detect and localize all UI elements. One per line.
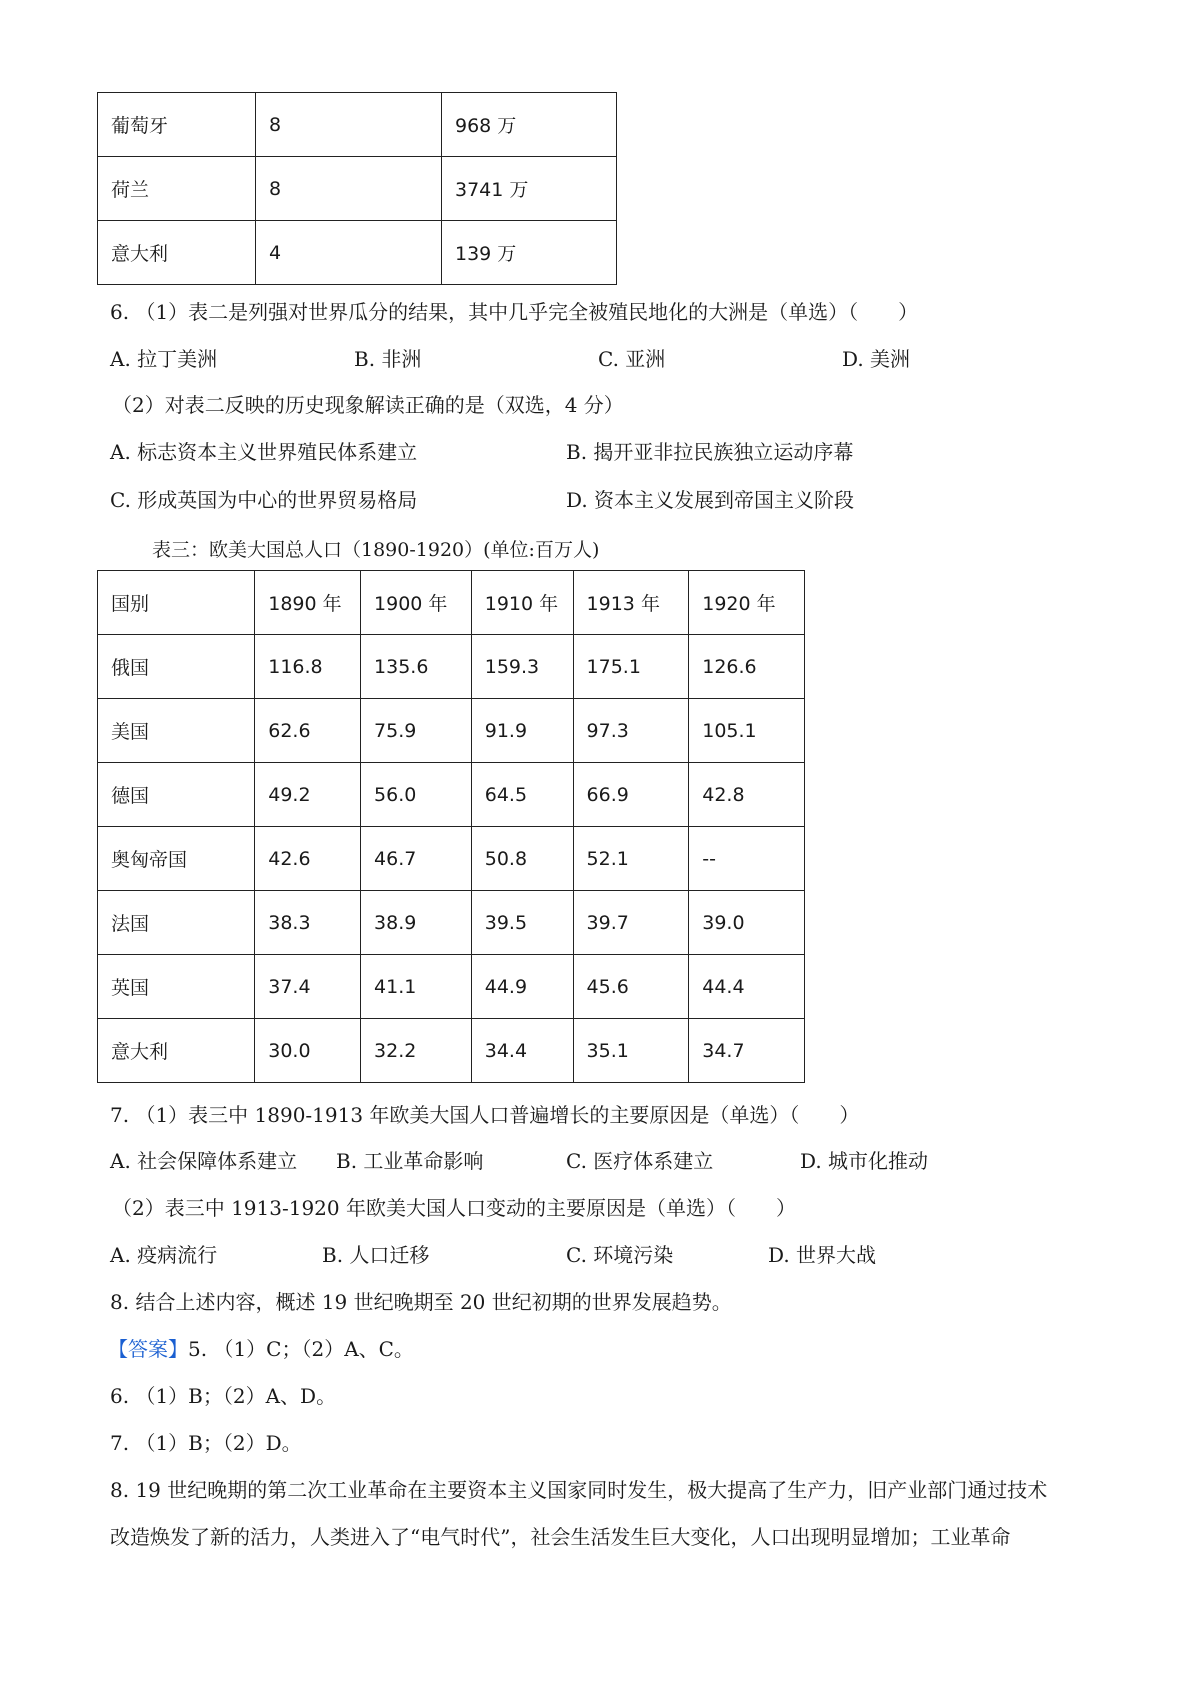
table-cell: 159.3 [471,635,573,699]
table-cell: 105.1 [689,699,805,763]
table-cell: -- [689,827,805,891]
table-cell: 56.0 [361,763,472,827]
option-6-1-d: D. 美洲 [842,347,911,371]
table-row [98,93,617,157]
option-6-2-d: D. 资本主义发展到帝国主义阶段 [566,488,855,512]
table-header-cell: 国别 [98,571,255,635]
table-cell: 37.4 [255,955,361,1019]
table-cell: 139 万 [442,221,617,285]
option-6-1-a: A. 拉丁美洲 [110,347,218,371]
table-cell: 美国 [98,699,255,763]
question-7-part-2: （2）表三中 1913-1920 年欧美大国人口变动的主要原因是（单选）（ ） [112,1196,796,1220]
option-6-2-a: A. 标志资本主义世界殖民体系建立 [110,440,418,464]
table-cell: 968 万 [442,93,617,157]
table-cell: 32.2 [361,1019,472,1083]
table-cell: 30.0 [255,1019,361,1083]
option-6-2-b: B. 揭开亚非拉民族独立运动序幕 [566,440,854,464]
table-row [98,157,617,221]
table-header-cell: 1900 年 [361,571,472,635]
table-cell: 45.6 [573,955,689,1019]
answer-8-line-2: 改造焕发了新的活力，人类进入了“电气时代”，社会生活发生巨大变化，人口出现明显增加；工业革命 [110,1525,1011,1549]
table-cell: 35.1 [573,1019,689,1083]
table-cell: 德国 [98,763,255,827]
table-3 [97,570,805,1083]
table-cell: 91.9 [471,699,573,763]
table-cell: 62.6 [255,699,361,763]
table-cell: 52.1 [573,827,689,891]
table-header-cell: 1890 年 [255,571,361,635]
table-row [98,955,805,1019]
answer-6: 6. （1）B；（2）A、D。 [110,1384,337,1408]
table-cell: 奥匈帝国 [98,827,255,891]
table-header-cell: 1913 年 [573,571,689,635]
table-cell: 39.7 [573,891,689,955]
table-cell: 8 [256,93,442,157]
option-6-1-c: C. 亚洲 [598,347,666,371]
table-cell: 97.3 [573,699,689,763]
table-cell: 38.9 [361,891,472,955]
table-2-continued [97,92,617,285]
question-7-part-1: 7. （1）表三中 1890-1913 年欧美大国人口普遍增长的主要原因是（单选）（ ） [110,1103,860,1127]
table-header-cell: 1920 年 [689,571,805,635]
option-7-2-b: B. 人口迁移 [322,1243,430,1267]
table-cell: 44.9 [471,955,573,1019]
question-6-part-2: （2）对表二反映的历史现象解读正确的是（双选，4 分） [112,393,624,417]
table-row [98,1019,805,1083]
table-row [98,221,617,285]
table-header-cell: 1910 年 [471,571,573,635]
table-cell: 39.5 [471,891,573,955]
table-cell: 意大利 [98,221,256,285]
answer-8-line-1: 8. 19 世纪晚期的第二次工业革命在主要资本主义国家同时发生，极大提高了生产力，旧产业部门通过技术 [110,1478,1048,1502]
table-cell: 135.6 [361,635,472,699]
table-cell: 俄国 [98,635,255,699]
table-cell: 75.9 [361,699,472,763]
table-cell: 38.3 [255,891,361,955]
question-8: 8. 结合上述内容，概述 19 世纪晚期至 20 世纪初期的世界发展趋势。 [110,1290,732,1314]
table-cell: 66.9 [573,763,689,827]
table-cell: 39.0 [689,891,805,955]
table-row [98,699,805,763]
option-6-1-b: B. 非洲 [354,347,422,371]
table-cell: 41.1 [361,955,472,1019]
table-row [98,635,805,699]
table-cell: 3741 万 [442,157,617,221]
table-cell: 英国 [98,955,255,1019]
table-cell: 意大利 [98,1019,255,1083]
table-cell: 8 [256,157,442,221]
option-7-1-d: D. 城市化推动 [800,1149,929,1173]
answer-5 [108,1335,414,1363]
table-cell: 126.6 [689,635,805,699]
table-cell: 116.8 [255,635,361,699]
option-7-2-a: A. 疫病流行 [110,1243,218,1267]
option-7-1-c: C. 医疗体系建立 [566,1149,714,1173]
answer-tag: 【答案】 [108,1337,188,1361]
option-6-2-c: C. 形成英国为中心的世界贸易格局 [110,488,418,512]
answer-7: 7. （1）B；（2）D。 [110,1431,302,1455]
table-row [98,763,805,827]
option-7-1-a: A. 社会保障体系建立 [110,1149,298,1173]
option-7-1-b: B. 工业革命影响 [336,1149,484,1173]
table-cell: 法国 [98,891,255,955]
table-cell: 34.4 [471,1019,573,1083]
table-cell: 葡萄牙 [98,93,256,157]
table-cell: 42.8 [689,763,805,827]
table-row [98,891,805,955]
table-cell: 34.7 [689,1019,805,1083]
table-cell: 175.1 [573,635,689,699]
table-cell: 46.7 [361,827,472,891]
answer-5-text: 5. （1）C；（2）A、C。 [188,1337,414,1361]
table-cell: 荷兰 [98,157,256,221]
table-cell: 49.2 [255,763,361,827]
table-cell: 4 [256,221,442,285]
table-cell: 42.6 [255,827,361,891]
option-7-2-c: C. 环境污染 [566,1243,674,1267]
option-7-2-d: D. 世界大战 [768,1243,877,1267]
table-cell: 44.4 [689,955,805,1019]
question-6-part-1: 6. （1）表二是列强对世界瓜分的结果，其中几乎完全被殖民地化的大洲是（单选）（ ） [110,300,919,324]
table-header-row [98,571,805,635]
table-cell: 64.5 [471,763,573,827]
table-row [98,827,805,891]
table-cell: 50.8 [471,827,573,891]
table-3-caption: 表三：欧美大国总人口（1890-1920）(单位:百万人) [152,539,600,561]
